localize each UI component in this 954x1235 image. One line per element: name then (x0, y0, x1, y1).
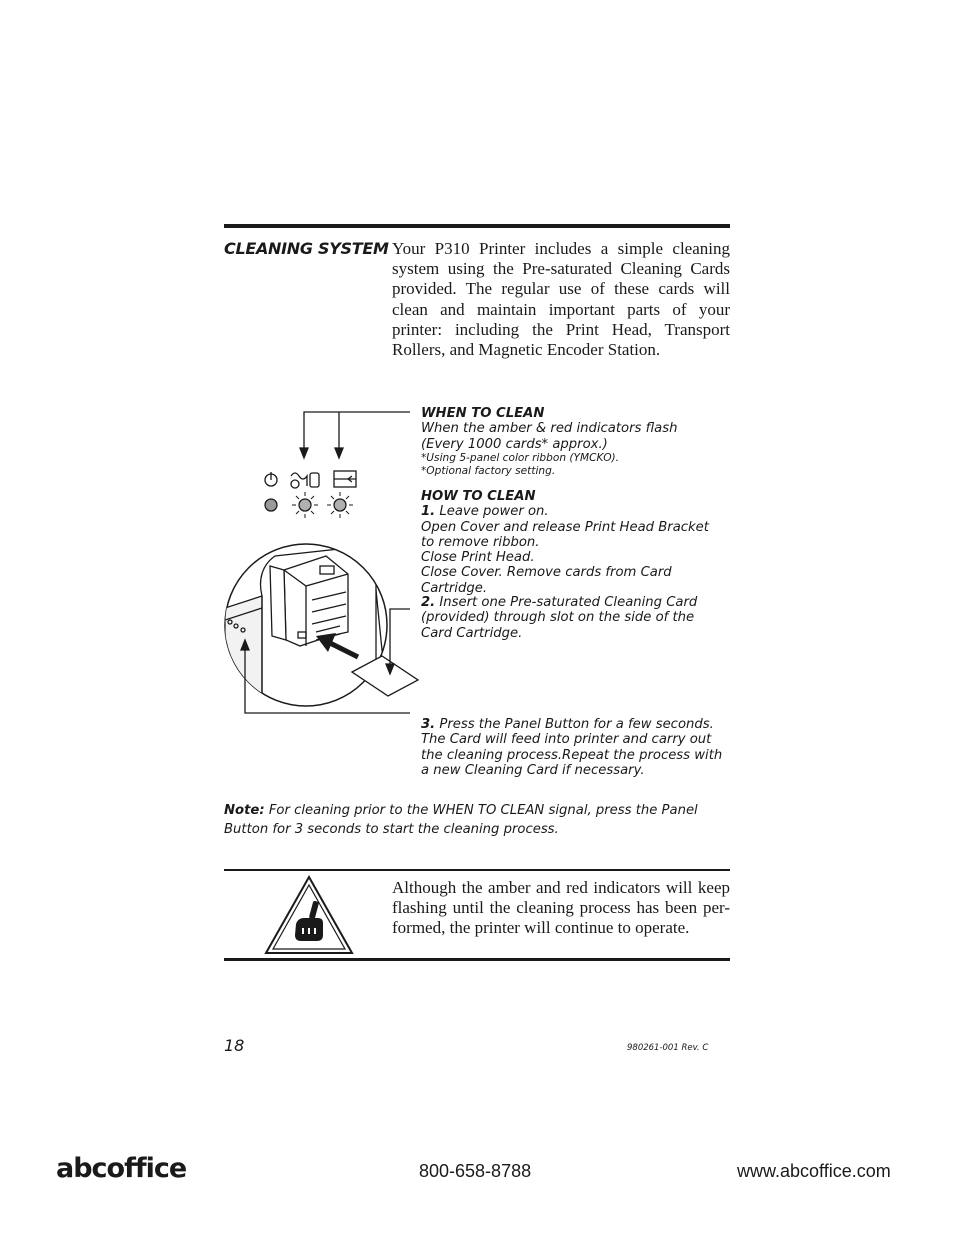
caution-bottom-rule (224, 958, 730, 961)
cleaning-card (352, 656, 418, 696)
caution-hand-icon (263, 874, 355, 956)
leader-line-amber (304, 412, 410, 452)
step1-line4: Close Print Head. (421, 550, 535, 566)
red-led-flashing (327, 492, 353, 518)
step1-line3: to remove ribbon. (421, 534, 540, 550)
step1-line1: Leave power on. (439, 504, 549, 520)
note-label: Note: (224, 803, 265, 818)
brand-logo: abcoffice (56, 1153, 187, 1184)
how-to-clean-heading: HOW TO CLEAN (421, 489, 536, 504)
amber-led-flashing (292, 492, 318, 518)
caution-top-rule (224, 869, 730, 871)
when-to-clean-heading: WHEN TO CLEAN (421, 406, 545, 421)
step2-line3: Card Cartridge. (421, 625, 523, 641)
when-to-clean-footnote2: *Optional factory setting. (421, 464, 556, 477)
step2-line2: (provided) through slot on the side of the (421, 610, 695, 626)
note-line1: For cleaning prior to the WHEN TO CLEAN signal, press the Panel (268, 803, 698, 818)
section-title: CLEANING SYSTEM (224, 239, 389, 258)
card-icon (334, 471, 356, 487)
page-number: 18 (224, 1036, 245, 1055)
when-to-clean-block (421, 406, 741, 478)
document-number: 980261-001 Rev. C (627, 1043, 709, 1053)
step3-line4: a new Cleaning Card if necessary. (421, 762, 645, 778)
how-to-clean-step3 (421, 717, 741, 778)
how-to-clean-step2 (421, 595, 741, 641)
when-to-clean-line2: (Every 1000 cards* approx.) (421, 436, 608, 452)
step1-number: 1. (421, 504, 436, 520)
caution-text: Although the amber and red indicators will keep flashing until the cleaning process has been per-formed, the printer will continue to operate. (392, 878, 730, 938)
step3-line1: Press the Panel Button for a few seconds. (439, 717, 714, 732)
website-link[interactable]: www.abcoffice.com (737, 1161, 891, 1181)
when-to-clean-footnote1: *Using 5-panel color ribbon (YMCKO). (421, 451, 620, 464)
printer-detail-circle (225, 544, 387, 706)
note-block (224, 801, 704, 839)
step1-line2: Open Cover and release Print Head Bracket (421, 519, 709, 535)
power-led (265, 499, 277, 511)
section-intro: Your P310 Printer includes a simple cleaning system using the Pre-saturated Cleaning Cards provided. The regular use of these cards will clean and maintain important parts of your printer: including the Print Head, Transport Rollers, and Magnetic Encoder Station. (392, 239, 730, 360)
step3-line3: the cleaning process.Repeat the process with (421, 747, 723, 763)
when-to-clean-line1: When the amber & red indicators flash (421, 421, 678, 437)
step3-number: 3. (421, 717, 436, 732)
step1-line5: Close Cover. Remove cards from Card Cartridge. (421, 565, 672, 596)
step3-line2: The Card will feed into printer and carry out (421, 732, 712, 748)
how-to-clean-step1 (421, 489, 741, 596)
ribbon-icon (291, 473, 319, 488)
power-icon (265, 472, 277, 486)
step2-number: 2. (421, 595, 436, 610)
step2-line1: Insert one Pre-saturated Cleaning Card (439, 595, 698, 610)
note-line2: Button for 3 seconds to start the cleaning process. (224, 822, 559, 837)
phone-number: 800-658-8788 (419, 1161, 532, 1181)
